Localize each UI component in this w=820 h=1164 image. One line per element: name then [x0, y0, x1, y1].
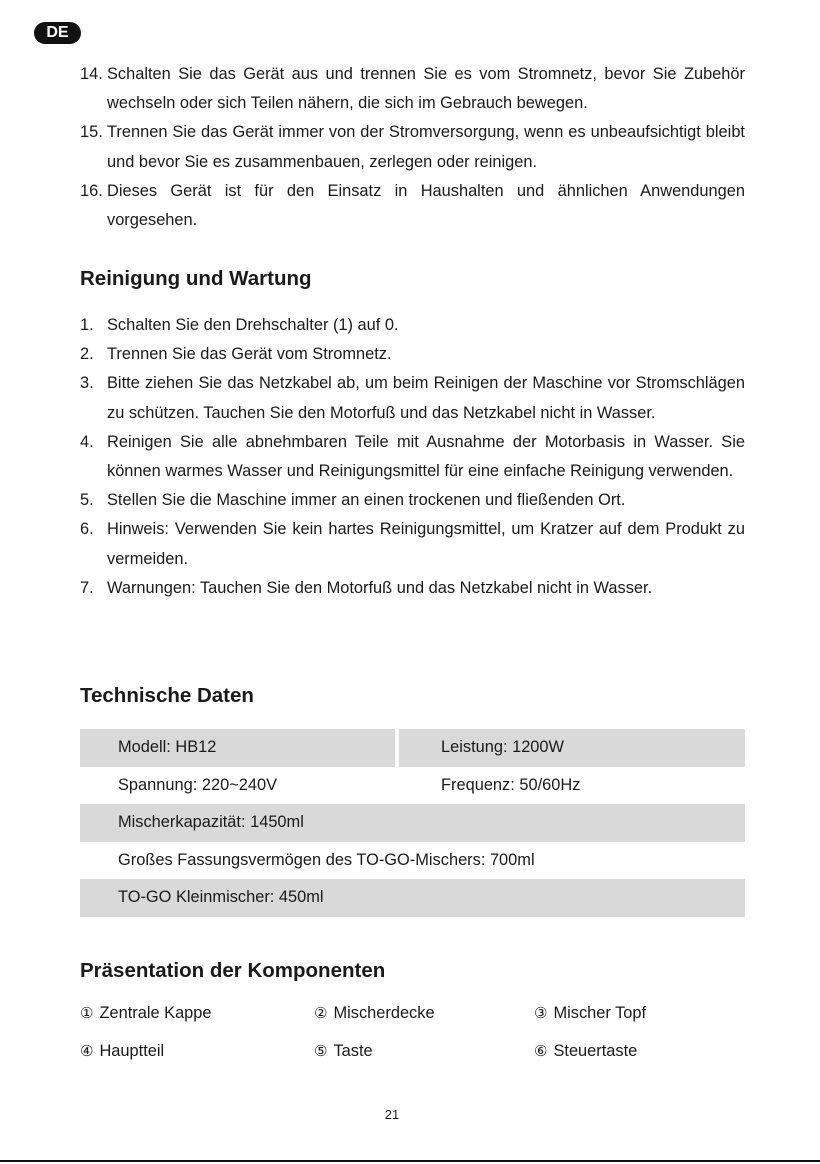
number-marker: ⑤ — [314, 1042, 328, 1060]
component-label: Mischerdecke — [333, 1004, 435, 1022]
spec-cell: Mischerkapazität: 1450ml — [118, 813, 304, 832]
item-text: Warnungen: Tauchen Sie den Motorfuß und das Netzkabel nicht in Wasser. — [107, 578, 653, 597]
item-number: 2. — [80, 345, 94, 364]
spec-cell: Spannung: 220~240V — [118, 775, 278, 794]
component-item — [534, 1042, 637, 1061]
spec-cell: Leistung: 1200W — [441, 738, 565, 756]
component-label: Zentrale Kappe — [99, 1004, 212, 1022]
component-item — [80, 1004, 212, 1023]
item-text: Trennen Sie das Gerät immer von der Stromversorgung, wenn es unbeaufsichtigt bleibt und bevor Sie es zusammenbauen, zerlegen oder reinigen. — [107, 123, 745, 171]
item-text: Dieses Gerät ist für den Einsatz in Haushalten und ähnlichen Anwendungen vorgesehen. — [107, 181, 745, 230]
item-number: 4. — [80, 432, 94, 451]
item-number: 16. — [80, 181, 103, 200]
list-item — [80, 118, 745, 176]
safety-instructions-list — [80, 60, 745, 235]
page-number: 21 — [384, 1107, 400, 1122]
list-item — [80, 486, 745, 515]
item-text: Schalten Sie das Gerät aus und trennen Sie es vom Stromnetz, bevor Sie Zubehör wechseln oder sich Teilen nähern, die sich im Gebrauch bewegen. — [107, 65, 745, 113]
item-number: 5. — [80, 491, 94, 510]
item-number: 15. — [80, 123, 103, 142]
language-badge: DE — [34, 22, 81, 44]
list-item — [80, 369, 745, 427]
table-row — [80, 842, 745, 880]
number-marker: ④ — [80, 1042, 94, 1060]
tech-data-table — [80, 729, 745, 917]
cleaning-heading: Reinigung und Wartung — [80, 267, 312, 290]
component-item — [534, 1004, 646, 1023]
spec-cell: Frequenz: 50/60Hz — [441, 775, 581, 794]
list-item — [80, 428, 745, 486]
spec-cell: Modell: HB12 — [118, 738, 217, 756]
item-number: 3. — [80, 374, 94, 393]
item-text: Reinigen Sie alle abnehmbaren Teile mit Ausnahme der Motorbasis in Wasser. Sie können warmes Wasser und Reinigungsmittel für eine einfache Reinigung verwenden. — [107, 432, 745, 481]
cleaning-list — [80, 311, 745, 603]
list-item — [80, 60, 745, 118]
table-row — [80, 767, 745, 805]
component-label: Hauptteil — [99, 1042, 165, 1060]
tech-data-heading: Technische Daten — [80, 684, 254, 707]
component-item — [314, 1042, 373, 1061]
item-text: Schalten Sie den Drehschalter (1) auf 0. — [107, 316, 399, 334]
spec-cell: Großes Fassungsvermögen des TO-GO-Mischers: 700ml — [118, 850, 535, 869]
component-label: Mischer Topf — [553, 1004, 647, 1022]
item-number: 7. — [80, 578, 94, 597]
table-row — [80, 729, 745, 767]
component-item — [80, 1042, 164, 1061]
bottom-divider — [0, 1160, 820, 1162]
number-marker: ③ — [534, 1004, 548, 1022]
item-number: 6. — [80, 520, 94, 539]
item-number: 1. — [80, 316, 94, 334]
cell-divider — [395, 729, 399, 767]
number-marker: ② — [314, 1004, 328, 1022]
table-row — [80, 804, 745, 842]
item-text: Hinweis: Verwenden Sie kein hartes Reinigungsmittel, um Kratzer auf dem Produkt zu vermeiden. — [107, 520, 745, 568]
item-text: Bitte ziehen Sie das Netzkabel ab, um beim Reinigen der Maschine vor Stromschlägen zu schützen. Tauchen Sie den Motorfuß und das Netzkabel nicht in Wasser. — [107, 374, 745, 422]
item-text: Stellen Sie die Maschine immer an einen trockenen und fließenden Ort. — [107, 491, 626, 510]
list-item — [80, 515, 745, 573]
component-label: Steuertaste — [553, 1042, 638, 1060]
component-label: Taste — [333, 1042, 373, 1060]
table-row — [80, 879, 745, 917]
list-item — [80, 177, 745, 235]
spec-cell: TO-GO Kleinmischer: 450ml — [118, 888, 324, 907]
item-text: Trennen Sie das Gerät vom Stromnetz. — [107, 345, 392, 364]
number-marker: ① — [80, 1004, 94, 1022]
number-marker: ⑥ — [534, 1042, 548, 1060]
components-heading: Präsentation der Komponenten — [80, 959, 386, 982]
item-number: 14. — [80, 65, 103, 83]
list-item — [80, 340, 745, 369]
component-item — [314, 1004, 435, 1023]
list-item — [80, 574, 745, 603]
list-item — [80, 311, 745, 340]
